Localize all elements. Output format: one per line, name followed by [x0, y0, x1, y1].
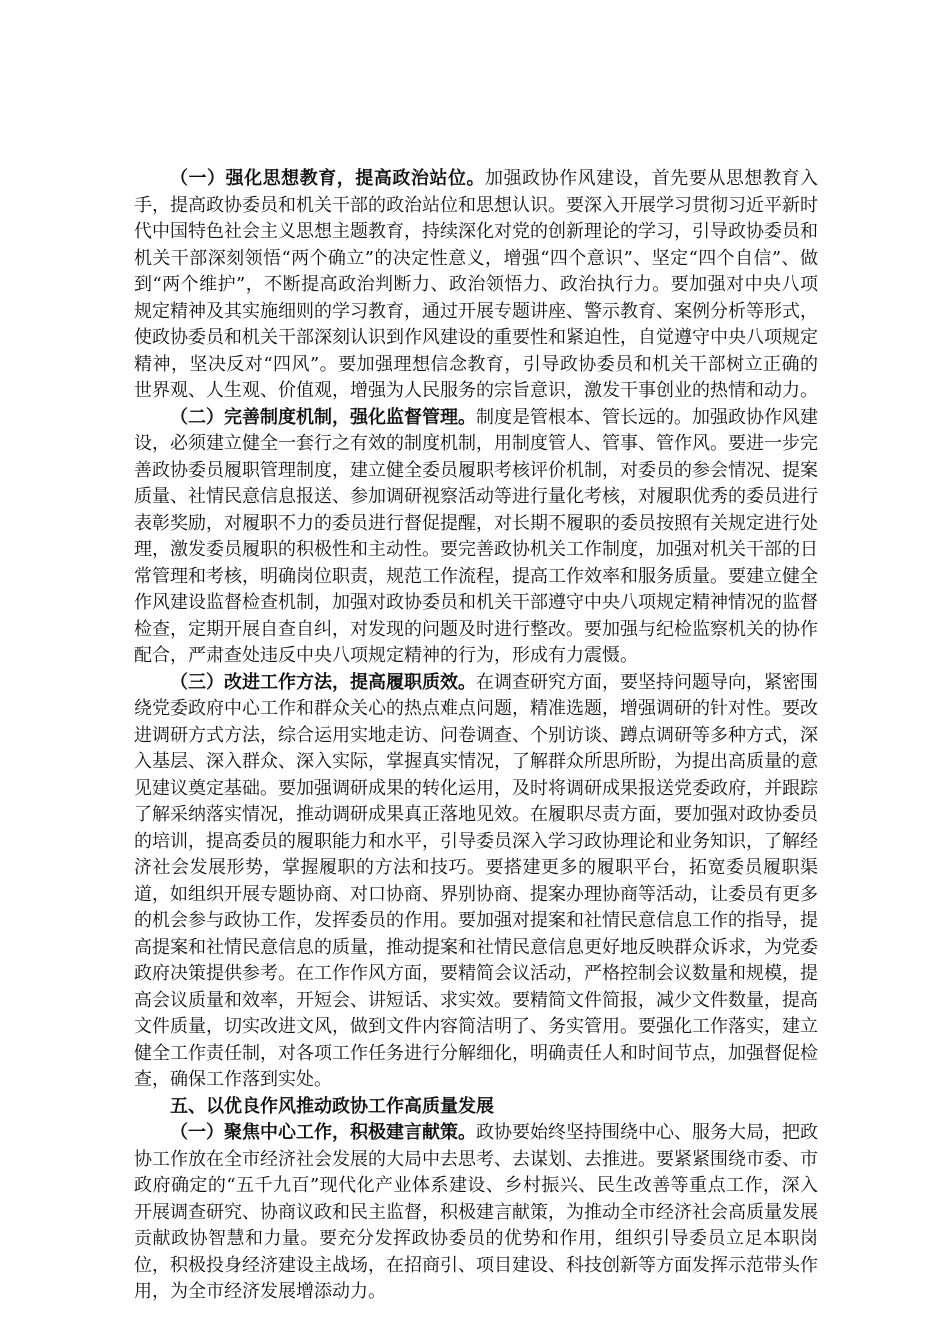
- paragraph-lead: （一）强化思想教育，提高政治站位。: [170, 168, 485, 189]
- paragraph-lead: （二）完善制度机制，强化监督管理。: [170, 406, 476, 428]
- section-heading: 五、以优良作风推动政协工作高质量发展: [170, 1095, 494, 1117]
- document-page: [134, 166, 818, 1306]
- paragraph-body: 政协要始终坚持围绕中心、服务大局，把政协工作放在全市经济社会发展的大局中去思考、去谋划、去推进。要紧紧围绕市委、市政府确定的“五千九百”现代化产业体系建设、乡村振兴、民生改善等重点工作，深入开展调查研究、协商议政和民主监督，积极建言献策，为推动全市经济社会高质量发展贡献政协智慧和力量。要充分发挥政协委员的优势和作用，组织引导委员立足本职岗位，积极投身经济建设主战场，在招商引、项目建设、科技创新等方面发挥示范带头作用，为全市经济发展增添动力。: [134, 1122, 818, 1302]
- paragraph-2: [134, 405, 818, 670]
- paragraph-body: 加强政协作风建设，首先要从思想教育入手，提高政协委员和机关干部的政治站位和思想认识。要深入开展学习贯彻习近平新时代中国特色社会主义思想主题教育，持续深化对党的创新理论的学习，引导政协委员和机关干部深刻领悟“两个确立”的决定性意义，增强“四个意识”、坚定“四个自信”、做到“两个维护”，不断提高政治判断力、政治领悟力、政治执行力。要加强对中央八项规定精神及其实施细则的学习教育，通过开展专题讲座、警示教育、案例分析等形式，使政协委员和机关干部深刻认识到作风建设的重要性和紧迫性，自觉遵守中央八项规定精神，坚决反对“四风”。要加强理想信念教育，引导政协委员和机关干部树立正确的世界观、人生观、价值观，增强为人民服务的宗旨意识，激发干事创业的热情和动力。: [134, 168, 818, 401]
- paragraph-1: [134, 166, 818, 405]
- paragraph-body: 在调查研究方面，要坚持问题导向，紧密围绕党委政府中心工作和群众关心的热点难点问题，精准选题，增强调研的针对性。要改进调研方式方法，综合运用实地走访、问卷调查、个别访谈、蹲点调研等多种方式，深入基层、深入群众、深入实际，掌握真实情况，了解群众所思所盼，为提出高质量的意见建议奠定基础。要加强调研成果的转化运用，及时将调研成果报送党委政府，并跟踪了解采纳落实情况，推动调研成果真正落地见效。在履职尽责方面，要加强对政协委员的培训，提高委员的履职能力和水平，引导委员深入学习政协理论和业务知识，了解经济社会发展形势，掌握履职的方法和技巧。要搭建更多的履职平台，拓宽委员履职渠道，如组织开展专题协商、对口协商、界别协商、提案办理协商等活动，让委员有更多的机会参与政协工作，发挥委员的作用。要加强对提案和社情民意信息工作的指导，提高提案和社情民意信息的质量，推动提案和社情民意信息更好地反映群众诉求，为党委政府决策提供参考。在工作作风方面，要精简会议活动，严格控制会议数量和规模，提高会议质量和效率，开短会、讲短话、求实效。要精简文件简报，减少文件数量，提高文件质量，切实改进文风，做到文件内容简洁明了、务实管用。要强化工作落实，建立健全工作责任制，对各项工作任务进行分解细化，明确责任人和时间节点，加强督促检查，确保工作落到实处。: [134, 671, 818, 1090]
- paragraph-body: 制度是管根本、管长远的。加强政协作风建设，必须建立健全一套行之有效的制度机制，用制度管人、管事、管作风。要进一步完善政协委员履职管理制度，建立健全委员履职考核评价机制，对委员的参会情况、提案质量、社情民意信息报送、参加调研视察活动等进行量化考核，对履职优秀的委员进行表彰奖励，对履职不力的委员进行督促提醒，对长期不履职的委员按照有关规定进行处理，激发委员履职的积极性和主动性。要完善政协机关工作制度，加强对机关干部的日常管理和考核，明确岗位职责，规范工作流程，提高工作效率和服务质量。要建立健全作风建设监督检查机制，加强对政协委员和机关干部遵守中央八项规定精神情况的监督检查，定期开展自查自纠，对发现的问题及时进行整改。要加强与纪检监察机关的协作配合，严肃查处违反中央八项规定精神的行为，形成有力震慑。: [134, 406, 818, 666]
- paragraph-3: [134, 670, 818, 1094]
- paragraph-4: [134, 1120, 818, 1306]
- paragraph-lead: （三）改进工作方法，提高履职质效。: [170, 671, 476, 693]
- paragraph-lead: （一）聚焦中心工作，积极建言献策。: [170, 1122, 476, 1143]
